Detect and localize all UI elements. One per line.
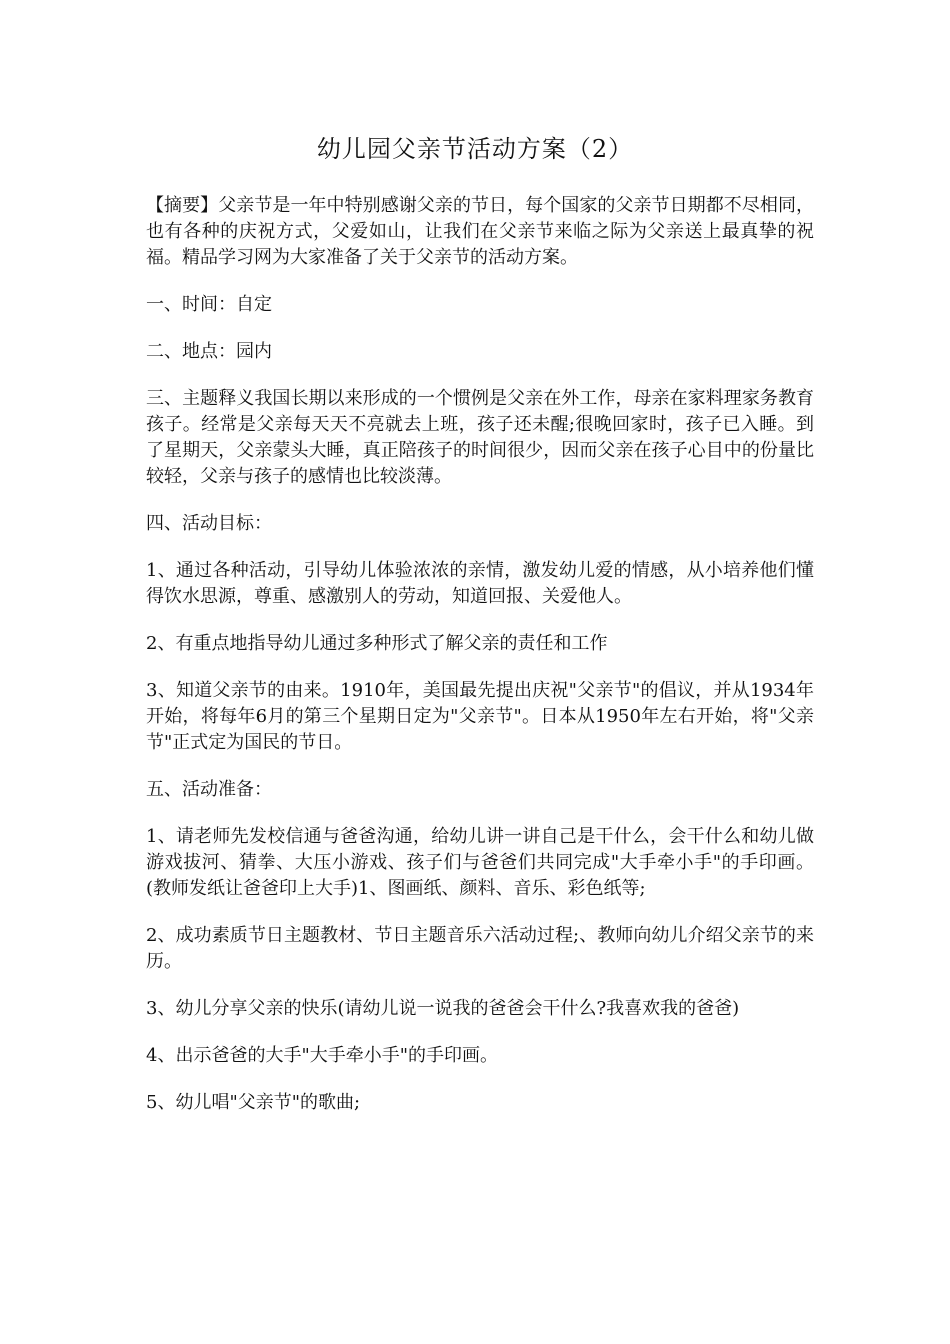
preparation-item: 2、成功素质节日主题教材、节日主题音乐六活动过程;、教师向幼儿介绍父亲节的来历。 <box>146 925 814 972</box>
document-title: 幼儿园父亲节活动方案（2） <box>316 135 634 163</box>
section-location: 二、地点：园内 <box>146 341 272 362</box>
section-preparation-heading: 五、活动准备： <box>146 779 272 800</box>
goal-item: 3、知道父亲节的由来。1910年，美国最先提出庆祝"父亲节"的倡议，并从1934年开始，将每年6月的第三个星期日定为"父亲节"。日本从1950年左右开始，将"父亲节"正式定为国民的节日。 <box>146 680 814 753</box>
abstract-paragraph: 【摘要】父亲节是一年中特别感谢父亲的节日，每个国家的父亲节日期都不尽相同，也有各种的庆祝方式，父爱如山，让我们在父亲节来临之际为父亲送上最真挚的祝福。精品学习网为大家准备了关于父亲节的活动方案。 <box>146 195 814 268</box>
section-goals-heading: 四、活动目标： <box>146 513 272 534</box>
section-theme: 三、主题释义我国长期以来形成的一个惯例是父亲在外工作，母亲在家料理家务教育孩子。经常是父亲每天天不亮就去上班，孩子还未醒;很晚回家时，孩子已入睡。到了星期天，父亲蒙头大睡，真正陪孩子的时间很少，因而父亲在孩子心目中的份量比较轻，父亲与孩子的感情也比较淡薄。 <box>146 388 814 487</box>
preparation-item: 4、出示爸爸的大手"大手牵小手"的手印画。 <box>146 1045 499 1066</box>
preparation-item: 5、幼儿唱"父亲节"的歌曲; <box>146 1092 361 1113</box>
goal-item: 2、有重点地指导幼儿通过多种形式了解父亲的责任和工作 <box>146 633 608 654</box>
document-body <box>146 193 814 1137</box>
preparation-item: 3、幼儿分享父亲的快乐(请幼儿说一说我的爸爸会干什么?我喜欢我的爸爸) <box>146 998 740 1019</box>
section-time: 一、时间：自定 <box>146 294 272 315</box>
preparation-item: 1、请老师先发校信通与爸爸沟通，给幼儿讲一讲自己是干什么，会干什么和幼儿做游戏拔河、猜拳、大压小游戏、孩子们与爸爸们共同完成"大手牵小手"的手印画。(教师发纸让爸爸印上大手)1、图画纸、颜料、音乐、彩色纸等; <box>146 826 814 899</box>
goal-item: 1、通过各种活动，引导幼儿体验浓浓的亲情，激发幼儿爱的情感，从小培养他们懂得饮水思源，尊重、感激别人的劳动，知道回报、关爱他人。 <box>146 560 814 607</box>
